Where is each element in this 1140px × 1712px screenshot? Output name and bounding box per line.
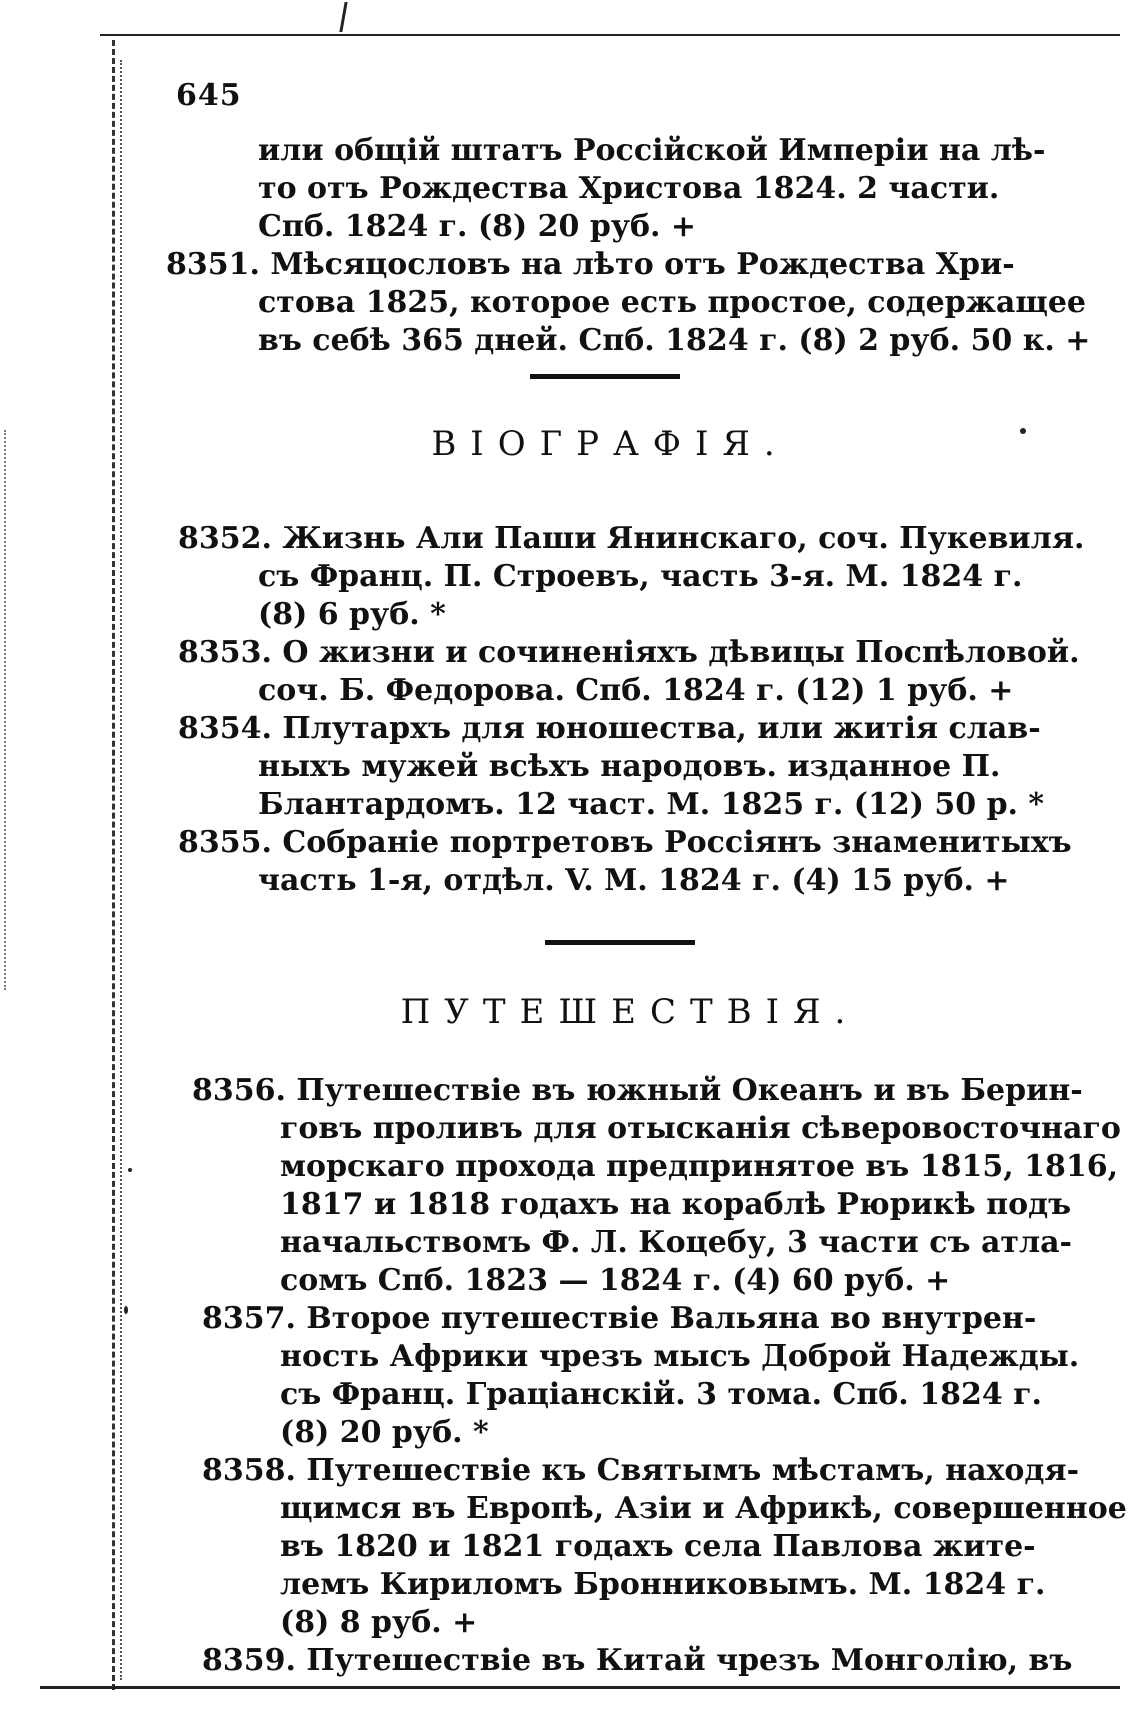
biography-entries (178, 520, 1085, 900)
text-line: (8) 8 руб. + (280, 1605, 478, 1640)
text-line: ность Африки чрезъ мысъ Доброй Надежды. (280, 1339, 1080, 1374)
bottom-rule (40, 1686, 1120, 1689)
text-line: 1817 и 1818 годахъ на кораблѣ Рюрикѣ подъ (280, 1187, 1072, 1222)
text-line: 8353. О жизни и сочиненіяхъ дѣвицы Поспѣловой. (178, 635, 1080, 670)
list-item (192, 1452, 1127, 1642)
text-line: 8357. Второе путешествіе Вальяна во внутрен- (202, 1301, 1037, 1336)
text-line: Блантардомъ. 12 част. М. 1825 г. (12) 50 р. * (258, 787, 1045, 822)
ink-spot (124, 1306, 128, 1314)
text-line: 8354. Плутархъ для юношества, или житія слав- (178, 711, 1041, 746)
text-line: въ 1820 и 1821 годахъ села Павлова жите- (280, 1529, 1036, 1564)
list-item (192, 1642, 1092, 1680)
text-line: щимся въ Европѣ, Азіи и Африкѣ, совершенное (280, 1491, 1127, 1526)
section-title-travels: ПУТЕШЕСТВІЯ. (400, 992, 860, 1032)
travel-entries (192, 1072, 1127, 1680)
text-line: часть 1-я, отдѣл. V. М. 1824 г. (4) 15 руб. + (258, 863, 1010, 898)
text-line: то отъ Рождества Христова 1824. 2 части. (258, 171, 1000, 206)
left-margin-border-inner (120, 60, 122, 1680)
section-separator (545, 940, 695, 945)
text-line: ныхъ мужей всѣхъ народовъ. изданное П. (258, 749, 1001, 784)
text-line: лемъ Кириломъ Бронниковымъ. М. 1824 г. (280, 1567, 1046, 1602)
text-line: начальствомъ Ф. Л. Коцебу, 3 части съ атла- (280, 1225, 1073, 1260)
text-line: 8355. Собраніе портретовъ Россіянъ знаменитыхъ (178, 825, 1072, 860)
text-line: соч. Б. Федорова. Спб. 1824 г. (12) 1 руб. + (258, 673, 1014, 708)
section-title-biography: ВІОГРАФІЯ. (431, 424, 789, 464)
list-item (178, 634, 1078, 710)
text-line: сомъ Спб. 1823 — 1824 г. (4) 60 руб. + (280, 1263, 951, 1298)
text-line: 8351. Мѣсяцословъ на лѣто отъ Рождества Хри- (166, 247, 1015, 282)
ink-spot (128, 1168, 132, 1172)
list-item (178, 824, 1078, 900)
text-line: (8) 6 руб. * (258, 597, 446, 632)
text-line: морскаго прохода предпринятое въ 1815, 1816, (280, 1149, 1119, 1184)
top-tick-mark (339, 2, 347, 32)
left-edge-noise (4, 430, 6, 990)
text-line: съ Франц. П. Строевъ, часть 3-я. М. 1824 г. (258, 559, 1023, 594)
text-line: съ Франц. Граціанскій. 3 тома. Спб. 1824 г. (280, 1377, 1042, 1412)
list-item (178, 520, 1085, 634)
text-line: стова 1825, которое есть простое, содержащее (258, 285, 1087, 320)
list-item (192, 1300, 1092, 1452)
continuation-entry (176, 132, 1076, 246)
left-margin-border (112, 40, 115, 1690)
text-line: 8359. Путешествіе въ Китай чрезъ Монголію, въ (202, 1643, 1073, 1678)
text-line: говъ проливъ для отысканія сѣверовосточнаго (280, 1111, 1121, 1146)
list-item (192, 1072, 1121, 1300)
top-rule (100, 34, 1120, 36)
text-line: 8358. Путешествіе къ Святымъ мѣстамъ, находя- (202, 1453, 1080, 1488)
text-line: 8352. Жизнь Али Паши Янинскаго, соч. Пукевиля. (178, 521, 1085, 556)
page-number: 645 (176, 78, 242, 113)
text-line: или общій штатъ Россійской Имперіи на лѣ- (258, 133, 1046, 168)
text-line: 8356. Путешествіе въ южный Океанъ и въ Берин- (192, 1073, 1083, 1108)
list-item (178, 710, 1078, 824)
text-line: въ себѣ 365 дней. Спб. 1824 г. (8) 2 руб. 50 к. + (258, 323, 1091, 358)
text-line: (8) 20 руб. * (280, 1415, 489, 1450)
entry-8351 (166, 246, 1091, 360)
text-line: Спб. 1824 г. (8) 20 руб. + (258, 209, 697, 244)
section-separator (530, 374, 680, 379)
